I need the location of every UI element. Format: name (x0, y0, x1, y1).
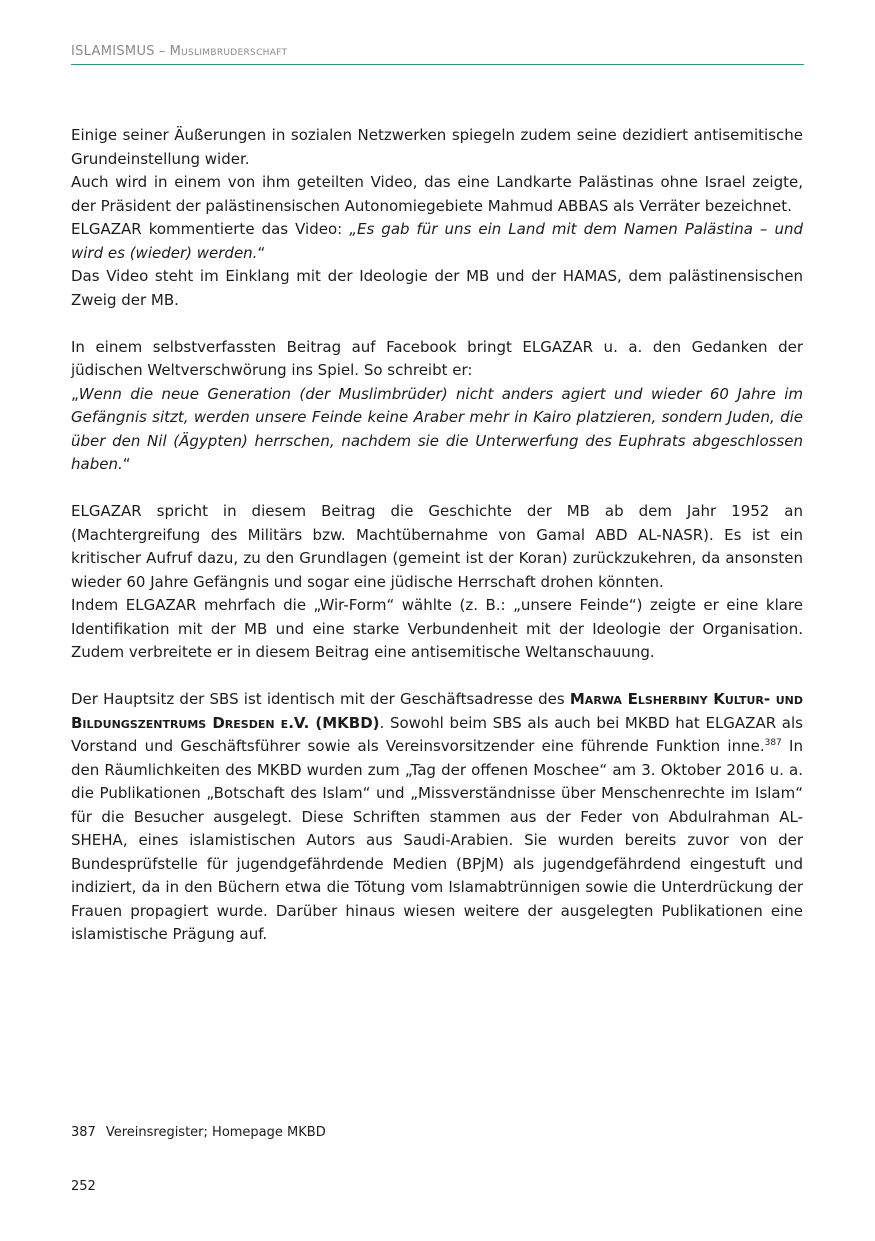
body-text (71, 124, 803, 947)
header-section: ISLAMISMUS (71, 44, 155, 59)
header-separator: – (158, 44, 166, 59)
quote-close: “ (122, 455, 131, 473)
quote-facebook: Wenn die neue Generation (der Muslimbrüder) nicht anders agiert und wieder 60 Jahre im Gefängnis sitzt, werden unsere Feinde keine Araber mehr in Kairo platzieren, sondern Juden, die über den Nil (Ägypten) herrschen, nachdem sie die Unterwerfung des Euphrats abgeschlossen haben. (71, 384, 803, 473)
paragraph-9-lead: Der Hauptsitz der SBS ist identisch mit der Geschäftsadresse des (71, 690, 570, 708)
paragraph-8: Indem ELGAZAR mehrfach die „Wir-Form“ wählte (z. B.: „unsere Feinde“) zeigte er eine klare Identifikation mit der MB und eine starke Verbundenheit mit der Ideologie der Organisation. Zudem verbreitete er in diesem Beitrag eine antisemitische Weltanschauung. (71, 596, 803, 661)
footnote (71, 1125, 804, 1140)
quote-open: „ (71, 384, 79, 403)
paragraph-gap (71, 477, 803, 501)
paragraph-gap (71, 665, 803, 689)
header-subsection: Muslimbruderschaft (169, 44, 288, 59)
footnote-number: 387 (71, 1125, 96, 1140)
paragraph-gap (71, 312, 803, 336)
paragraph-9 (71, 688, 803, 947)
page-number: 252 (71, 1179, 96, 1194)
paragraph-4: Das Video steht im Einklang mit der Ideologie der MB und der HAMAS, dem palästinensischen Zweig der MB. (71, 267, 803, 309)
footnote-text: Vereinsregister; Homepage MKBD (105, 1125, 326, 1140)
paragraph-6 (71, 383, 803, 477)
paragraph-7: ELGAZAR spricht in diesem Beitrag die Geschichte der MB ab dem Jahr 1952 an (Machtergreifung des Militärs bzw. Machtübernahme von Gamal ABD AL-NASR). Es ist ein kritischer Aufruf dazu, zu den Grundlagen (gemeint ist der Koran) zurückzukehren, da ansonsten wieder 60 Jahre Gefängnis und sogar eine jüdische Herrschaft drohen könnten. (71, 502, 803, 591)
organization-name: Marwa Elsherbiny Kultur- und Bildungszentrums Dresden e.V. (MKBD) (71, 690, 804, 732)
paragraph-5: In einem selbstverfassten Beitrag auf Facebook bringt ELGAZAR u. a. den Gedanken der jüdischen Weltverschwörung ins Spiel. So schreibt er: (71, 337, 803, 379)
footnote-reference[interactable]: 387 (764, 738, 782, 748)
paragraph-9-rest: In den Räumlichkeiten des MKBD wurden zum „Tag der offenen Moschee“ am 3. Oktober 2016 u. a. die Publikationen „Botschaft des Islam“ und „Missverständnisse über Menschenrechte im Islam“ für die Besucher ausgelegt. Diese Schriften stammen aus der Feder von Abdulrahman AL-SHEHA, eines islamistischen Autors aus Saudi-Arabien. Sie wurden bereits zuvor von der Bundesprüfstelle für jugendgefährdende Medien (BPjM) als jugendgefährdend eingestuft und indiziert, da in den Büchern etwa die Tötung vom Islamabtrünnigen sowie die Unterdrückung der Frauen propagiert wurde. Darüber hinaus wiesen weitere der ausgelegten Publikationen eine islamistische Prägung auf. (71, 737, 803, 943)
quote-video: „Es gab für uns ein Land mit dem Namen Palästina – und wird es (wieder) werden. (71, 220, 803, 262)
paragraph-2: Auch wird in einem von ihm geteilten Video, das eine Landkarte Palästinas ohne Israel zeigte, der Präsident der palästinensischen Autonomiegebiete Mahmud ABBAS als Verräter bezeichnet. (71, 173, 803, 215)
paragraph-3 (71, 218, 803, 265)
quote-close: “ (257, 243, 266, 262)
paragraph-9-mid: . Sowohl beim SBS als auch bei MKBD hat ELGAZAR als Vorstand und Geschäftsführer sowie als Vereinsvorsitzender eine führende Funktion inne. (71, 713, 803, 755)
running-header (71, 44, 804, 59)
paragraph-3-lead: ELGAZAR kommentierte das Video: (71, 220, 350, 238)
paragraph-1: Einige seiner Äußerungen in sozialen Netzwerken spiegeln zudem seine dezidiert antisemitische Grundeinstellung wider. (71, 126, 803, 168)
header-rule (71, 64, 804, 65)
